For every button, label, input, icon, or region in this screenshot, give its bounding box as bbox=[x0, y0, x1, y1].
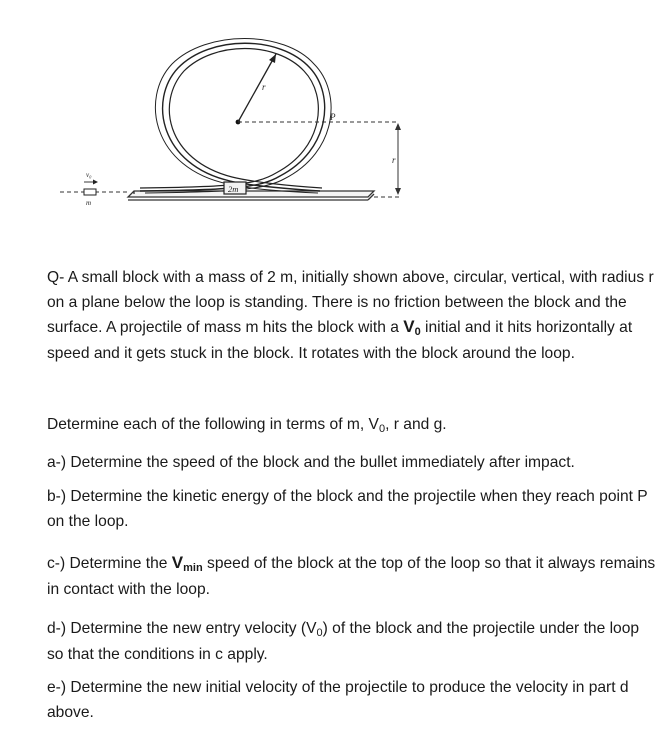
problem-intro-tail: initial and it hits horizontally at speed and it gets stuck in the block. It rotates with the block around the loop. bbox=[47, 319, 633, 362]
part-b: b-) Determine the kinetic energy of the block and the projectile when they reach point P on the loop. bbox=[47, 488, 648, 530]
part-d: d-) Determine the new entry velocity (V0) of the block and the projectile under the loop so that the conditions in c apply. bbox=[47, 620, 640, 663]
height-arrow-top bbox=[395, 123, 401, 130]
height-label: r bbox=[392, 155, 396, 165]
part-e: e-) Determine the new initial velocity of the projectile to produce the velocity in part d above. bbox=[47, 679, 629, 721]
block-label: 2m bbox=[228, 184, 239, 194]
projectile-mass-label: m bbox=[86, 199, 92, 207]
part-c: c-) Determine the Vmin speed of the block at the top of the loop so that it always remains in contact with the loop. bbox=[47, 553, 656, 598]
vmin-symbol: Vmin bbox=[171, 553, 203, 574]
part-a: a-) Determine the speed of the block and the bullet immediately after impact. bbox=[47, 454, 575, 471]
projectile-velocity-arrow bbox=[93, 180, 98, 185]
v0-label: v₀ bbox=[86, 171, 92, 179]
height-arrow-bottom bbox=[395, 188, 401, 195]
v0-symbol: V0 bbox=[403, 317, 421, 338]
radius-line bbox=[238, 54, 276, 122]
loop-diagram bbox=[0, 0, 670, 250]
determine-instruction: Determine each of the following in terms of m, V0, r and g. bbox=[47, 416, 447, 435]
problem-statement bbox=[47, 266, 657, 366]
radius-label: r bbox=[262, 82, 266, 92]
projectile-bullet bbox=[84, 189, 96, 195]
point-p-label: P bbox=[330, 112, 336, 122]
radius-arrowhead bbox=[269, 54, 276, 63]
loop-track bbox=[140, 39, 331, 194]
problem-intro: Q- A small block with a mass of 2 m, initially shown above, circular, vertical, with radius r on a plane below the loop is standing. There is no friction between the block and the surface. A projectile of mass m hits the block with a bbox=[47, 269, 654, 336]
